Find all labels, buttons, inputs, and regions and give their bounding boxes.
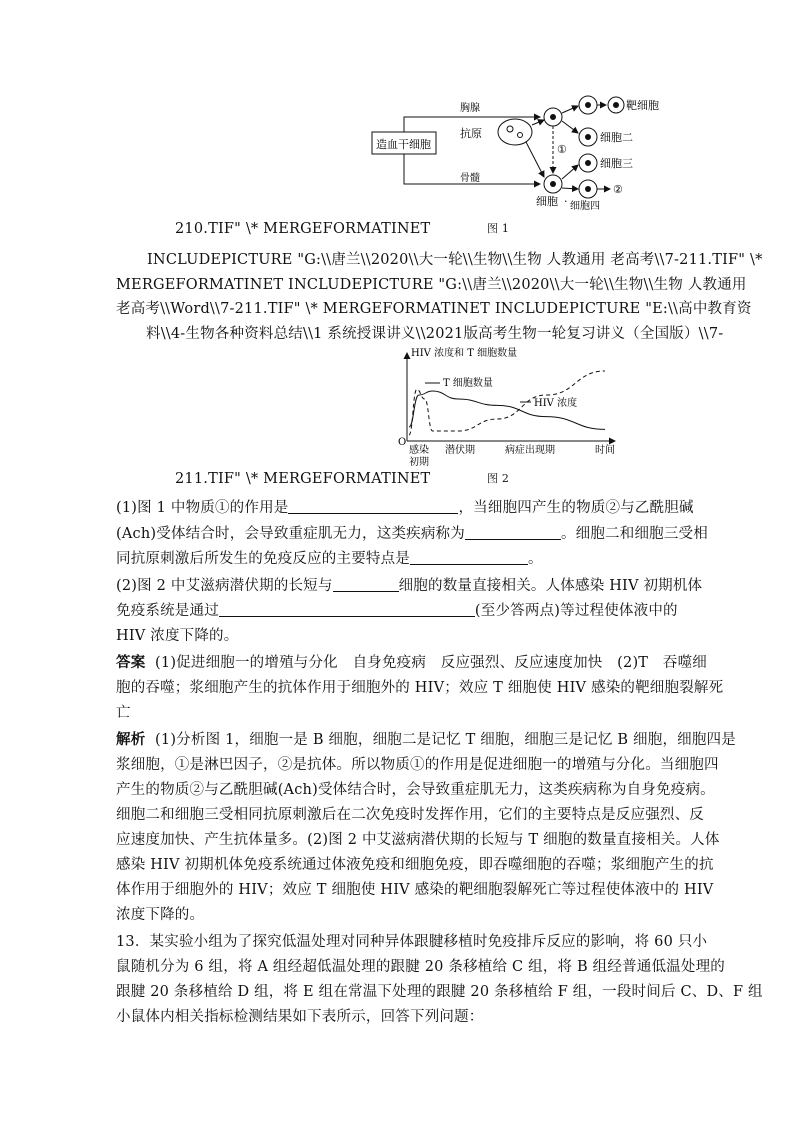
figure-1-diagram xyxy=(360,95,680,225)
explanation-line-7: 体作用于细胞外的 HIV；效应 T 细胞使 HIV 感染的靶细胞裂解死亡等过程使体液中的 HIV xyxy=(116,882,714,898)
question-13-line-1: 13．某实验小组为了探究低温处理对同种异体跟腱移植时免疫排斥反应的影响，将 60 只小 xyxy=(116,934,708,950)
figure-1-caption: 图 1 xyxy=(487,222,510,235)
answer-line-1: 答案 (1)促进细胞一的增殖与分化 自身免疫病 反应强烈、反应速度加快 (2)T 吞噬细 xyxy=(116,654,707,671)
target-cell-label: 靶细胞 xyxy=(626,99,659,112)
origin-label: O xyxy=(398,437,407,448)
explanation-line-8: 浓度下降的。 xyxy=(116,907,205,923)
question-2-line-3: HIV 浓度下降的。 xyxy=(116,628,239,644)
answer-line-2: 胞的吞噬；浆细胞产生的抗体作用于细胞外的 HIV；效应 T 细胞使 HIV 感染的靶细胞裂解死 xyxy=(116,680,724,696)
t-cell-series-line xyxy=(409,391,605,429)
blank-3[interactable] xyxy=(410,549,528,565)
x-label-latent: 潜伏期 xyxy=(445,445,475,456)
cell-two-label: 细胞二 xyxy=(600,131,633,144)
x-label-onset: 病症出现期 xyxy=(505,445,555,456)
explanation-line-2: 浆细胞，①是淋巴因子，②是抗体。所以物质①的作用是促进细胞一的增殖与分化。当细胞四 xyxy=(116,757,719,773)
figure-2-chart xyxy=(395,345,625,470)
question-1-line-1: (1)图 1 中物质①的作用是 ，当细胞四产生的物质②与乙酰胆碱 xyxy=(116,500,694,516)
blank-1[interactable] xyxy=(288,498,458,514)
explanation-line-5: 应速度加快、产生抗体量多。(2)图 2 中艾滋病潜伏期的长短与 T 细胞的数量直接相关。人体 xyxy=(116,832,720,848)
thymus-label: 胸腺 xyxy=(460,103,480,114)
substance-1-label: ① xyxy=(557,143,567,156)
question-2-line-2: 免疫系统是通过 (至少答两点)等过程使体液中的 xyxy=(116,603,678,619)
includepicture-line-4: 老高考\\Word\\7-211.TIF" \* MERGEFORMATINET INCLUDEPICTURE "E:\\高中教育资 xyxy=(116,301,752,317)
blank-5[interactable] xyxy=(219,601,475,617)
blank-4[interactable] xyxy=(333,576,399,592)
explanation-line-1: 解析 (1)分析图 1，细胞一是 B 细胞，细胞二是记忆 T 细胞，细胞三是记忆 B 细胞，细胞四是 xyxy=(116,731,736,748)
apc-cell xyxy=(498,119,532,145)
question-13-line-2: 鼠随机分为 6 组，将 A 组经超低温处理的跟腱 20 条移植给 C 组，将 B 组经普通低温处理的 xyxy=(116,959,725,975)
answer-label: 答案 xyxy=(116,654,146,671)
explanation-line-6: 感染 HIV 初期机体免疫系统通过体液免疫和细胞免疫，即吞噬细胞的吞噬；浆细胞产生的抗 xyxy=(116,857,714,873)
includepicture-line-6: 211.TIF" \* MERGEFORMATINET xyxy=(175,471,431,487)
question-2-line-1: (2)图 2 中艾滋病潜伏期的长短与 细胞的数量直接相关。人体感染 HIV 初期机体 xyxy=(116,578,703,594)
x-label-early-2: 初期 xyxy=(409,457,429,468)
x-label-time: 时间 xyxy=(595,445,615,456)
explanation-line-3: 产生的物质②与乙酰胆碱(Ach)受体结合时，会导致重症肌无力，这类疾病称为自身免疫病。 xyxy=(116,782,715,798)
includepicture-line-3: MERGEFORMATINET INCLUDEPICTURE "G:\\唐兰\\2020\\大一轮\\生物\\生物 人教通用 xyxy=(116,277,747,293)
explanation-label: 解析 xyxy=(116,731,146,748)
stem-cell-label: 造血干细胞 xyxy=(376,138,431,151)
hiv-series-label: HIV 浓度 xyxy=(534,398,578,409)
x-label-early-1: 感染 xyxy=(409,445,429,456)
question-13-line-4: 小鼠体内相关指标检测结果如下表所示，回答下列问题： xyxy=(116,1009,484,1025)
includepicture-line-5: 料\\4-生物各种资料总结\\1 系统授课讲义\\2021版高考生物一轮复习讲义（全国版）\\7- xyxy=(146,326,724,342)
blank-2[interactable] xyxy=(465,524,561,540)
question-1-line-3: 同抗原刺激后所发生的免疫反应的主要特点是 。 xyxy=(116,551,543,567)
y-axis-label: HIV 浓度和 T 细胞数量 xyxy=(411,348,518,359)
explanation-line-4: 细胞二和细胞三受相同抗原刺激后在二次免疫时发挥作用，它们的主要特点是反应强烈、反 xyxy=(116,807,704,823)
figure-2-caption: 图 2 xyxy=(487,472,510,485)
antigen-label: 抗原 xyxy=(460,127,482,140)
substance-2-label: ② xyxy=(613,183,623,196)
includepicture-line-2: INCLUDEPICTURE "G:\\唐兰\\2020\\大一轮\\生物\\生物 人教通用 老高考\\7-211.TIF" \* xyxy=(147,252,763,268)
marrow-label: 骨髓 xyxy=(460,173,480,184)
cell-three-label: 细胞三 xyxy=(600,157,633,170)
cell-four-label: 细胞四 xyxy=(570,201,600,212)
includepicture-line-1: 210.TIF" \* MERGEFORMATINET xyxy=(175,221,431,237)
t-cell-series-label: T 细胞数量 xyxy=(443,378,493,389)
cell-one-dot: · xyxy=(564,195,568,208)
answer-line-3: 亡 xyxy=(116,705,131,721)
question-13-line-3: 跟腱 20 条移植给 D 组，将 E 组在常温下处理的跟腱 20 条移植给 F 组，一段时间后 C、D、F 组 xyxy=(116,984,763,1000)
cell-one-label: 细胞 xyxy=(536,195,558,208)
question-1-line-2: (Ach)受体结合时，会导致重症肌无力，这类疾病称为 。细胞二和细胞三受相 xyxy=(116,526,708,542)
